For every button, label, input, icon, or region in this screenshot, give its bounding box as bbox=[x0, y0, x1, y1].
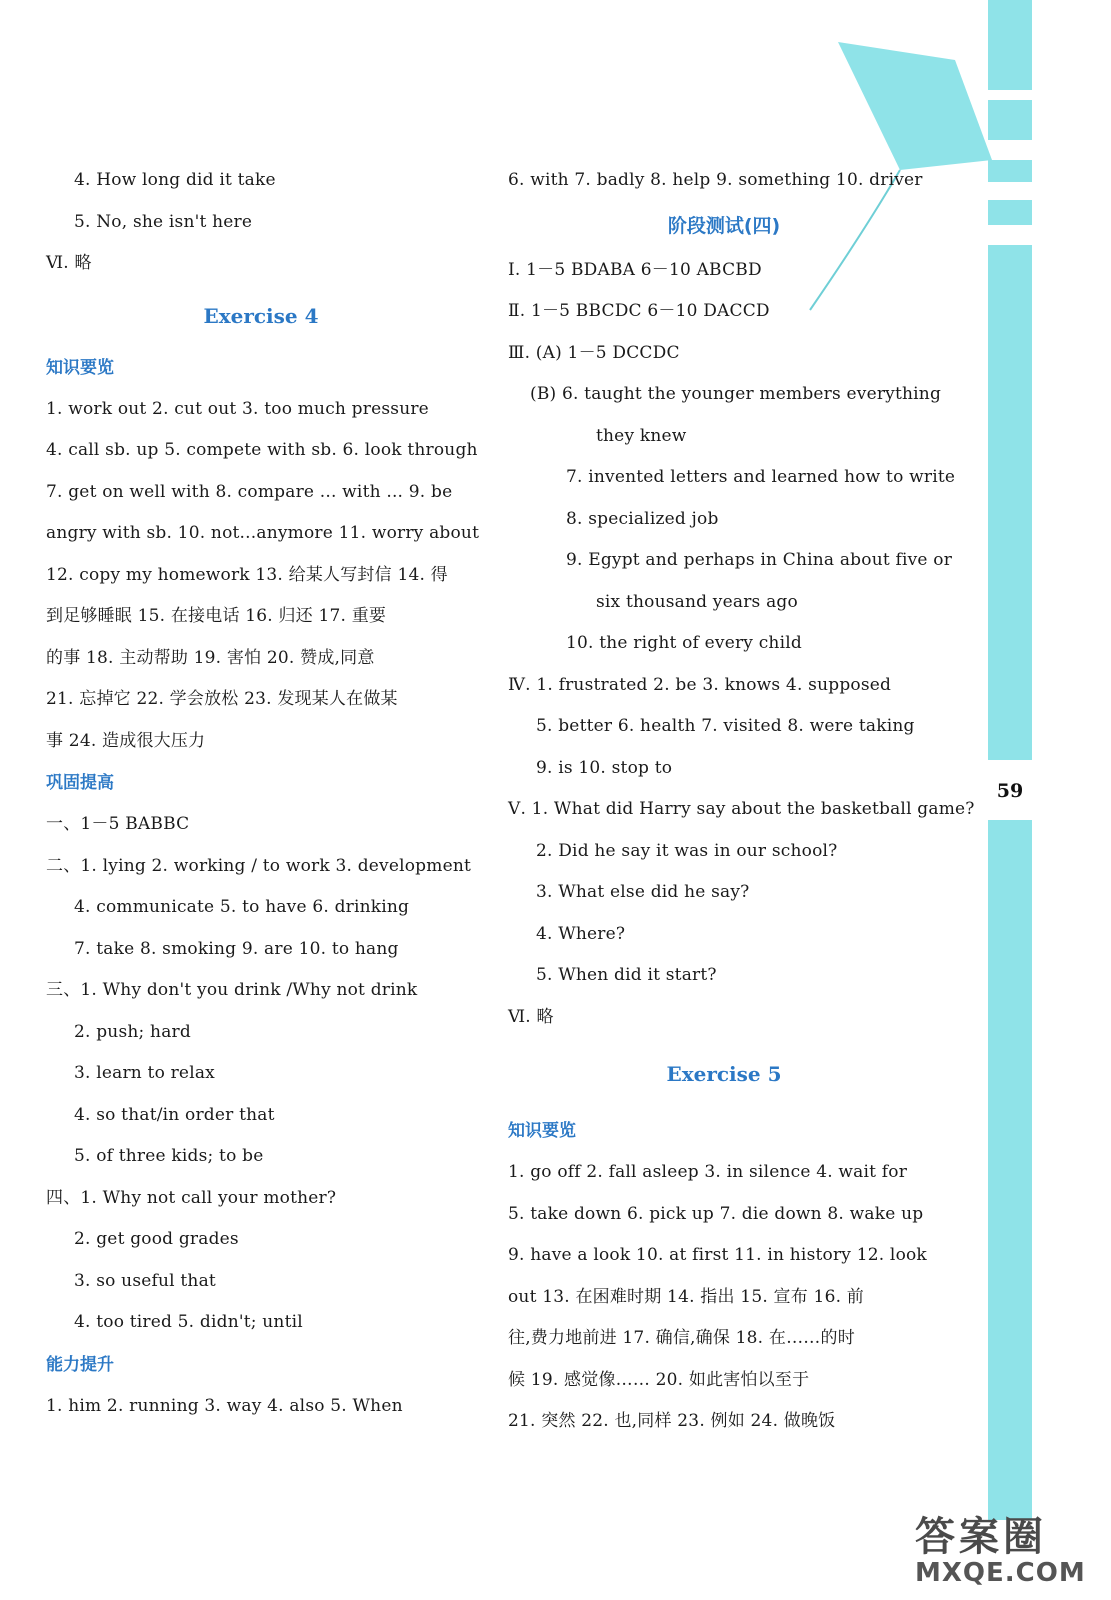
watermark-cn: 答案圈 bbox=[915, 1514, 1047, 1560]
bar-segment bbox=[988, 100, 1032, 140]
answer-line: (B) 6. taught the younger members everything bbox=[530, 384, 942, 404]
answer-line: 2. Did he say it was in our school? bbox=[536, 840, 838, 861]
answer-line: 1. go off 2. fall asleep 3. in silence 4. wait for bbox=[508, 1162, 908, 1182]
answer-line: 9. have a look 10. at first 11. in history 12. look bbox=[508, 1245, 927, 1265]
stage-test-4-heading: 阶段测试(四) bbox=[667, 214, 781, 237]
bar-segment bbox=[988, 200, 1032, 225]
answer-line: they knew bbox=[596, 425, 687, 446]
answer-line: 三、1. Why don't you drink /Why not drink bbox=[46, 980, 418, 1000]
site-watermark bbox=[915, 1505, 1105, 1595]
section-label-zhishi: 知识要览 bbox=[46, 357, 114, 378]
answer-line: Ⅲ. (A) 1－5 DCCDC bbox=[508, 342, 680, 363]
answer-line: 的事 18. 主动帮助 19. 害怕 20. 赞成,同意 bbox=[46, 647, 375, 668]
answer-line: 2. push; hard bbox=[74, 1021, 191, 1042]
kite-body bbox=[838, 42, 992, 170]
answer-line: 一、1－5 BABBC bbox=[46, 814, 190, 834]
answer-line: 8. specialized job bbox=[566, 508, 719, 529]
answer-line: Ⅴ. 1. What did Harry say about the basketball game? bbox=[508, 799, 975, 819]
answer-line: Ⅵ. 略 bbox=[508, 1006, 554, 1027]
answer-line: Ⅵ. 略 bbox=[46, 253, 92, 273]
bar-segment bbox=[988, 820, 1032, 1520]
answer-line: 5. take down 6. pick up 7. die down 8. wake up bbox=[508, 1203, 924, 1224]
answer-line: 1. work out 2. cut out 3. too much pressure bbox=[46, 398, 429, 419]
answer-line: six thousand years ago bbox=[596, 591, 798, 612]
answer-line: 3. What else did he say? bbox=[536, 882, 750, 902]
answer-line: 1. him 2. running 3. way 4. also 5. When bbox=[46, 1395, 403, 1416]
answer-line: 12. copy my homework 13. 给某人写封信 14. 得 bbox=[46, 564, 448, 585]
answer-line: 事 24. 造成很大压力 bbox=[46, 730, 206, 751]
answer-line: 4. communicate 5. to have 6. drinking bbox=[74, 897, 410, 917]
bar-segment bbox=[988, 245, 1032, 760]
answer-line: 候 19. 感觉像…… 20. 如此害怕以至于 bbox=[508, 1369, 810, 1390]
answer-line: 4. too tired 5. didn't; until bbox=[74, 1312, 303, 1332]
answer-line: 5. When did it start? bbox=[536, 965, 717, 985]
section-label-nengli: 能力提升 bbox=[46, 1354, 114, 1375]
answer-line: 2. get good grades bbox=[74, 1229, 239, 1249]
answer-line: 7. take 8. smoking 9. are 10. to hang bbox=[74, 938, 399, 959]
answer-line: 9. Egypt and perhaps in China about five or bbox=[566, 550, 953, 570]
answer-line: 4. Where? bbox=[536, 923, 626, 944]
answer-line: 5. better 6. health 7. visited 8. were taking bbox=[536, 716, 915, 736]
answer-line: Ⅱ. 1－5 BBCDC 6－10 DACCD bbox=[508, 301, 770, 321]
exercise-4-heading: Exercise 4 bbox=[203, 303, 319, 328]
bar-segment bbox=[988, 0, 1032, 90]
answer-line: 3. learn to relax bbox=[74, 1063, 215, 1083]
bar-segment bbox=[988, 160, 1032, 182]
watermark-en: MXQE.COM bbox=[915, 1558, 1086, 1588]
exercise-5-heading: Exercise 5 bbox=[666, 1062, 782, 1086]
answer-line: 9. is 10. stop to bbox=[536, 757, 673, 778]
answer-line: Ⅳ. 1. frustrated 2. be 3. knows 4. supposed bbox=[508, 674, 892, 695]
answer-line: 四、1. Why not call your mother? bbox=[46, 1187, 337, 1208]
answer-line: 21. 突然 22. 也,同样 23. 例如 24. 做晚饭 bbox=[508, 1411, 836, 1431]
answer-line: angry with sb. 10. not...anymore 11. worry about bbox=[46, 523, 480, 543]
answer-line: 4. so that/in order that bbox=[74, 1104, 275, 1125]
answer-line: 21. 忘掉它 22. 学会放松 23. 发现某人在做某 bbox=[46, 689, 398, 709]
answer-line: 二、1. lying 2. working / to work 3. development bbox=[46, 855, 472, 876]
answer-line: 到足够睡眠 15. 在接电话 16. 归还 17. 重要 bbox=[46, 606, 387, 626]
answer-line: 往,费力地前进 17. 确信,确保 18. 在……的时 bbox=[508, 1328, 855, 1348]
answer-line: 3. so useful that bbox=[74, 1270, 216, 1291]
answer-line: Ⅰ. 1－5 BDABA 6－10 ABCBD bbox=[508, 259, 762, 280]
answer-line: out 13. 在困难时期 14. 指出 15. 宣布 16. 前 bbox=[508, 1286, 864, 1307]
answer-line: 7. get on well with 8. compare ... with ... 9. be bbox=[46, 481, 453, 502]
answer-line: 10. the right of every child bbox=[566, 633, 802, 653]
answer-line: 7. invented letters and learned how to write bbox=[566, 467, 956, 487]
left-column bbox=[46, 160, 480, 1427]
answer-line: 5. No, she isn't here bbox=[74, 211, 253, 232]
answer-line: 6. with 7. badly 8. help 9. something 10. driver bbox=[508, 170, 923, 190]
page-number: 59 bbox=[996, 780, 1024, 802]
right-column bbox=[508, 160, 975, 1443]
section-label-zhishi: 知识要览 bbox=[508, 1121, 576, 1141]
answer-line: 4. How long did it take bbox=[74, 170, 276, 190]
section-label-gonggu: 巩固提高 bbox=[46, 773, 114, 793]
answer-line: 5. of three kids; to be bbox=[74, 1146, 264, 1166]
answer-line: 4. call sb. up 5. compete with sb. 6. look through bbox=[46, 440, 478, 460]
